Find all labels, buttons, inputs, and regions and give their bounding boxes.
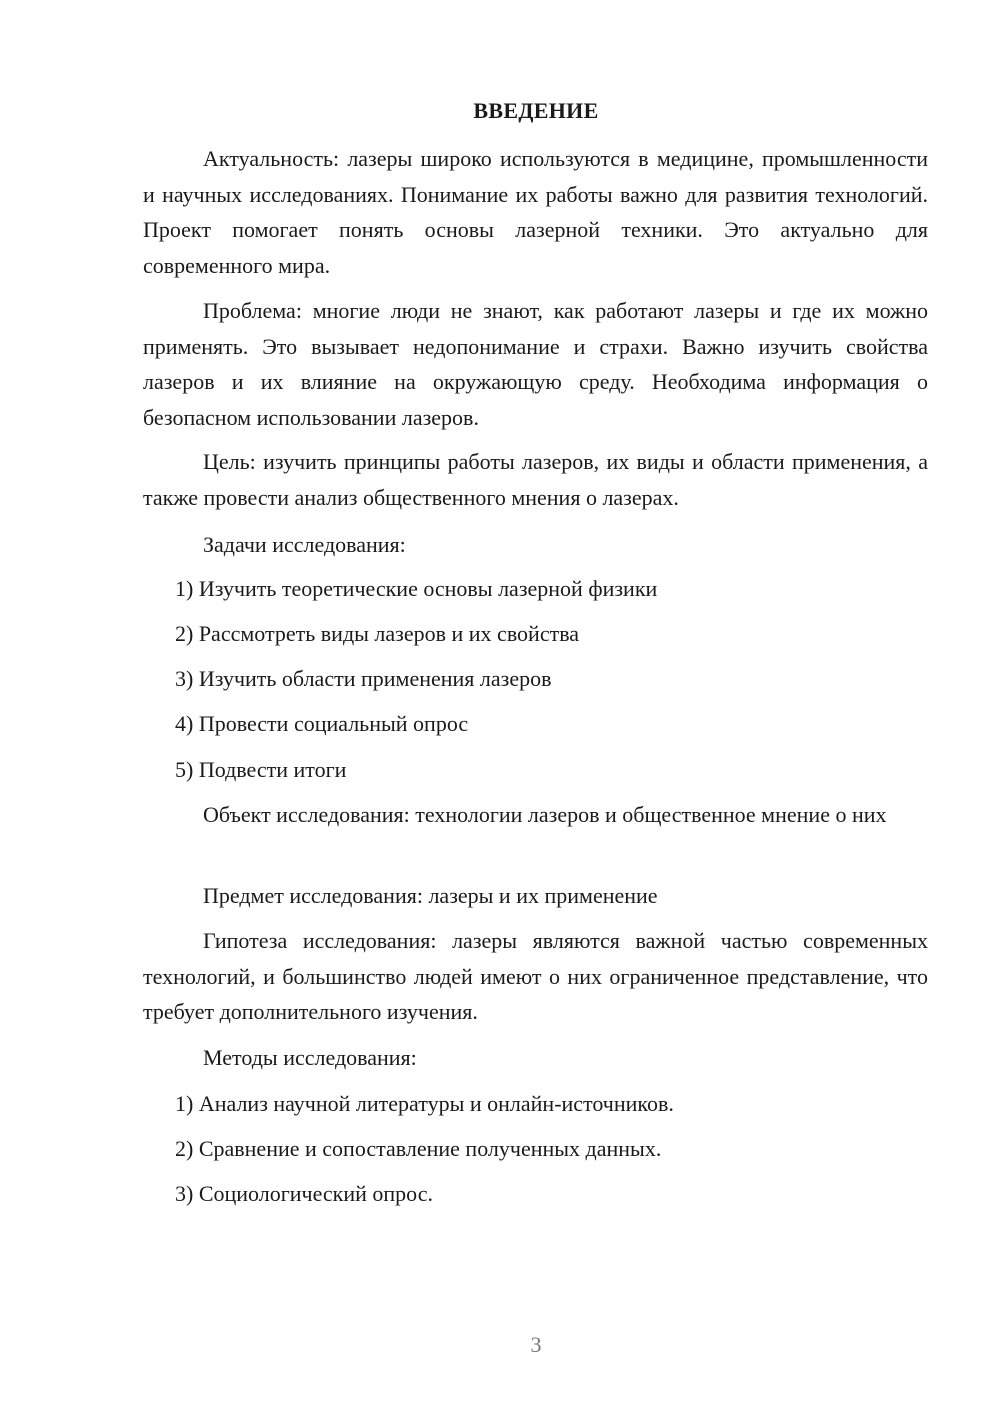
section-title: ВВЕДЕНИЕ <box>473 98 599 123</box>
relevance-paragraph: Актуальность: лазеры широко используются в медицине, промышленности и научных исследованиях. Понимание их работы важно для развития технологий. Проект помогает понять основы лазерной техники. Это актуально для современного мира. <box>143 146 928 278</box>
methods-heading: Методы исследования: <box>203 1045 417 1070</box>
task-item: 1) Изучить теоретические основы лазерной физики <box>175 576 658 601</box>
task-item: 3) Изучить области применения лазеров <box>175 666 552 691</box>
subject-paragraph: Предмет исследования: лазеры и их применение <box>203 883 658 908</box>
page-number: 3 <box>530 1332 542 1357</box>
task-item: 4) Провести социальный опрос <box>175 711 469 736</box>
task-item: 5) Подвести итоги <box>175 757 347 782</box>
tasks-heading: Задачи исследования: <box>203 532 406 557</box>
goal-paragraph: Цель: изучить принципы работы лазеров, их виды и области применения, а также провести анализ общественного мнения о лазерах. <box>143 449 928 510</box>
task-item: 2) Рассмотреть виды лазеров и их свойства <box>175 621 580 646</box>
hypothesis-paragraph: Гипотеза исследования: лазеры являются важной частью современных технологий, и большинство людей имеют о них ограниченное представление, что требует дополнительного изучения. <box>143 928 928 1024</box>
problem-paragraph: Проблема: многие люди не знают, как работают лазеры и где их можно применять. Это вызывает недопонимание и страхи. Важно изучить свойства лазеров и их влияние на окружающую среду. Необходима информация о безопасном использовании лазеров. <box>143 298 928 430</box>
method-item: 1) Анализ научной литературы и онлайн-источников. <box>175 1091 674 1116</box>
method-item: 2) Сравнение и сопоставление полученных данных. <box>175 1136 662 1161</box>
method-item: 3) Социологический опрос. <box>175 1181 433 1206</box>
object-paragraph: Объект исследования: технологии лазеров и общественное мнение о них <box>203 802 887 827</box>
